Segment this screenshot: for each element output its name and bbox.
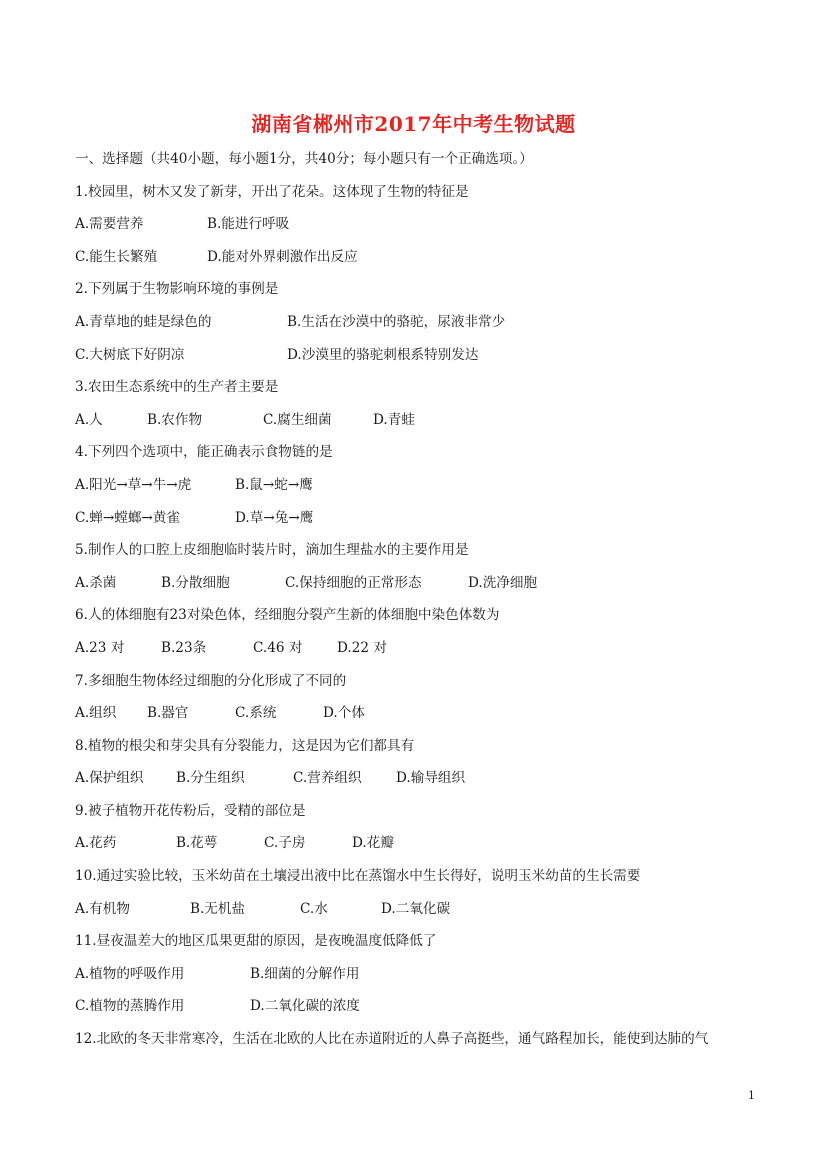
option-d: D.花瓣: [352, 835, 394, 852]
option-a: A.保护组织: [75, 770, 144, 787]
option-c: C.蝉→螳螂→黄雀: [75, 509, 180, 526]
question-3-stem: 3.农田生态系统中的生产者主要是: [75, 379, 279, 396]
option-c: C.大树底下好阴凉: [75, 346, 185, 363]
option-b: B.无机盐: [190, 900, 246, 917]
question-6-stem: 6.人的体细胞有23对染色体，经细胞分裂产生新的体细胞中染色体数为: [75, 607, 500, 624]
question-3-options: [75, 409, 765, 442]
question-11-options-row-2: [75, 995, 765, 1028]
option-a: A.植物的呼吸作用: [75, 965, 185, 982]
option-b: B.鼠→蛇→鹰: [235, 476, 313, 493]
question-10-stem: 10.通过实验比较，玉米幼苗在土壤浸出液中比在蒸馏水中生长得好，说明玉米幼苗的生长需要: [75, 868, 641, 885]
question-1-options-row-2: [75, 246, 765, 279]
question-7-stem: 7.多细胞生物体经过细胞的分化形成了不同的: [75, 672, 347, 689]
option-c: C.水: [300, 900, 328, 917]
option-c: C.能生长繁殖: [75, 248, 158, 265]
option-d: D.输导组织: [396, 770, 466, 787]
option-d: D.草→兔→鹰: [235, 509, 314, 526]
option-a: A.青草地的蛙是绿色的: [75, 313, 212, 330]
question-11-stem: 11.昼夜温差大的地区瓜果更甜的原因，是夜晚温度低降低了: [75, 933, 437, 950]
question-6-options: [75, 637, 765, 670]
option-c: C.系统: [235, 705, 277, 722]
question-1-stem: 1.校园里，树木又发了新芽，开出了花朵。这体现了生物的特征是: [75, 183, 469, 200]
option-d: D.二氧化碳的浓度: [250, 998, 360, 1015]
question-5-stem: 5.制作人的口腔上皮细胞临时装片时，滴加生理盐水的主要作用是: [75, 542, 469, 559]
option-a: A.花药: [75, 835, 117, 852]
option-b: B.农作物: [147, 411, 203, 428]
option-d: D.青蛙: [373, 411, 415, 428]
question-2-stem: 2.下列属于生物影响环境的事例是: [75, 281, 279, 298]
option-a: A.阳光→草→牛→虎: [75, 476, 192, 493]
question-1-options-row-1: [75, 213, 765, 246]
option-c: C.46 对: [253, 639, 303, 656]
option-b: B.生活在沙漠中的骆驼，尿液非常少: [287, 313, 506, 330]
question-9-stem: 9.被子植物开花传粉后，受精的部位是: [75, 802, 306, 819]
option-b: B.23条: [161, 639, 207, 656]
question-9-options: [75, 832, 765, 865]
question-10-options: [75, 898, 765, 931]
option-a: A.人: [75, 411, 103, 428]
option-c: C.子房: [264, 835, 306, 852]
option-c: C.植物的蒸腾作用: [75, 998, 185, 1015]
option-b: B.器官: [147, 705, 189, 722]
question-12-stem: 12.北欧的冬天非常寒冷，生活在北欧的人比在赤道附近的人鼻子高挺些，通气路程加长，能使到达肺的气: [75, 1031, 709, 1048]
question-list: [75, 148, 765, 1061]
question-8-options: [75, 767, 765, 800]
question-2-options-row-2: [75, 344, 765, 377]
question-11-options-row-1: [75, 963, 765, 996]
option-d: D.个体: [323, 705, 365, 722]
option-c: C.保持细胞的正常形态: [285, 574, 422, 591]
option-a: A.有机物: [75, 900, 130, 917]
option-d: D.洗净细胞: [468, 574, 538, 591]
question-4-options-row-1: [75, 474, 765, 507]
question-4-options-row-2: [75, 507, 765, 540]
option-b: B.花萼: [176, 835, 218, 852]
section-header: 一、选择题（共40小题，每小题1分，共40分；每小题只有一个正确选项。）: [75, 151, 533, 167]
option-a: A.需要营养: [75, 216, 144, 233]
option-d: D.二氧化碳: [381, 900, 451, 917]
option-b: B.细菌的分解作用: [250, 965, 360, 982]
option-d: D.沙漠里的骆驼刺根系特别发达: [287, 346, 479, 363]
question-2-options-row-1: [75, 311, 765, 344]
option-d: D.22 对: [337, 639, 387, 656]
question-4-stem: 4.下列四个选项中，能正确表示食物链的是: [75, 444, 333, 461]
question-8-stem: 8.植物的根尖和芽尖具有分裂能力，这是因为它们都具有: [75, 737, 415, 754]
option-c: C.营养组织: [293, 770, 362, 787]
question-5-options: [75, 572, 765, 605]
option-c: C.腐生细菌: [263, 411, 332, 428]
option-b: B.能进行呼吸: [207, 216, 290, 233]
option-b: B.分生组织: [176, 770, 245, 787]
option-b: B.分散细胞: [161, 574, 230, 591]
page-title: 湖南省郴州市2017年中考生物试题: [251, 112, 576, 136]
option-a: A.组织: [75, 705, 117, 722]
page-number: 1: [748, 1089, 755, 1102]
option-d: D.能对外界刺激作出反应: [207, 248, 358, 265]
question-7-options: [75, 702, 765, 735]
option-a: A.23 对: [75, 639, 125, 656]
option-a: A.杀菌: [75, 574, 117, 591]
